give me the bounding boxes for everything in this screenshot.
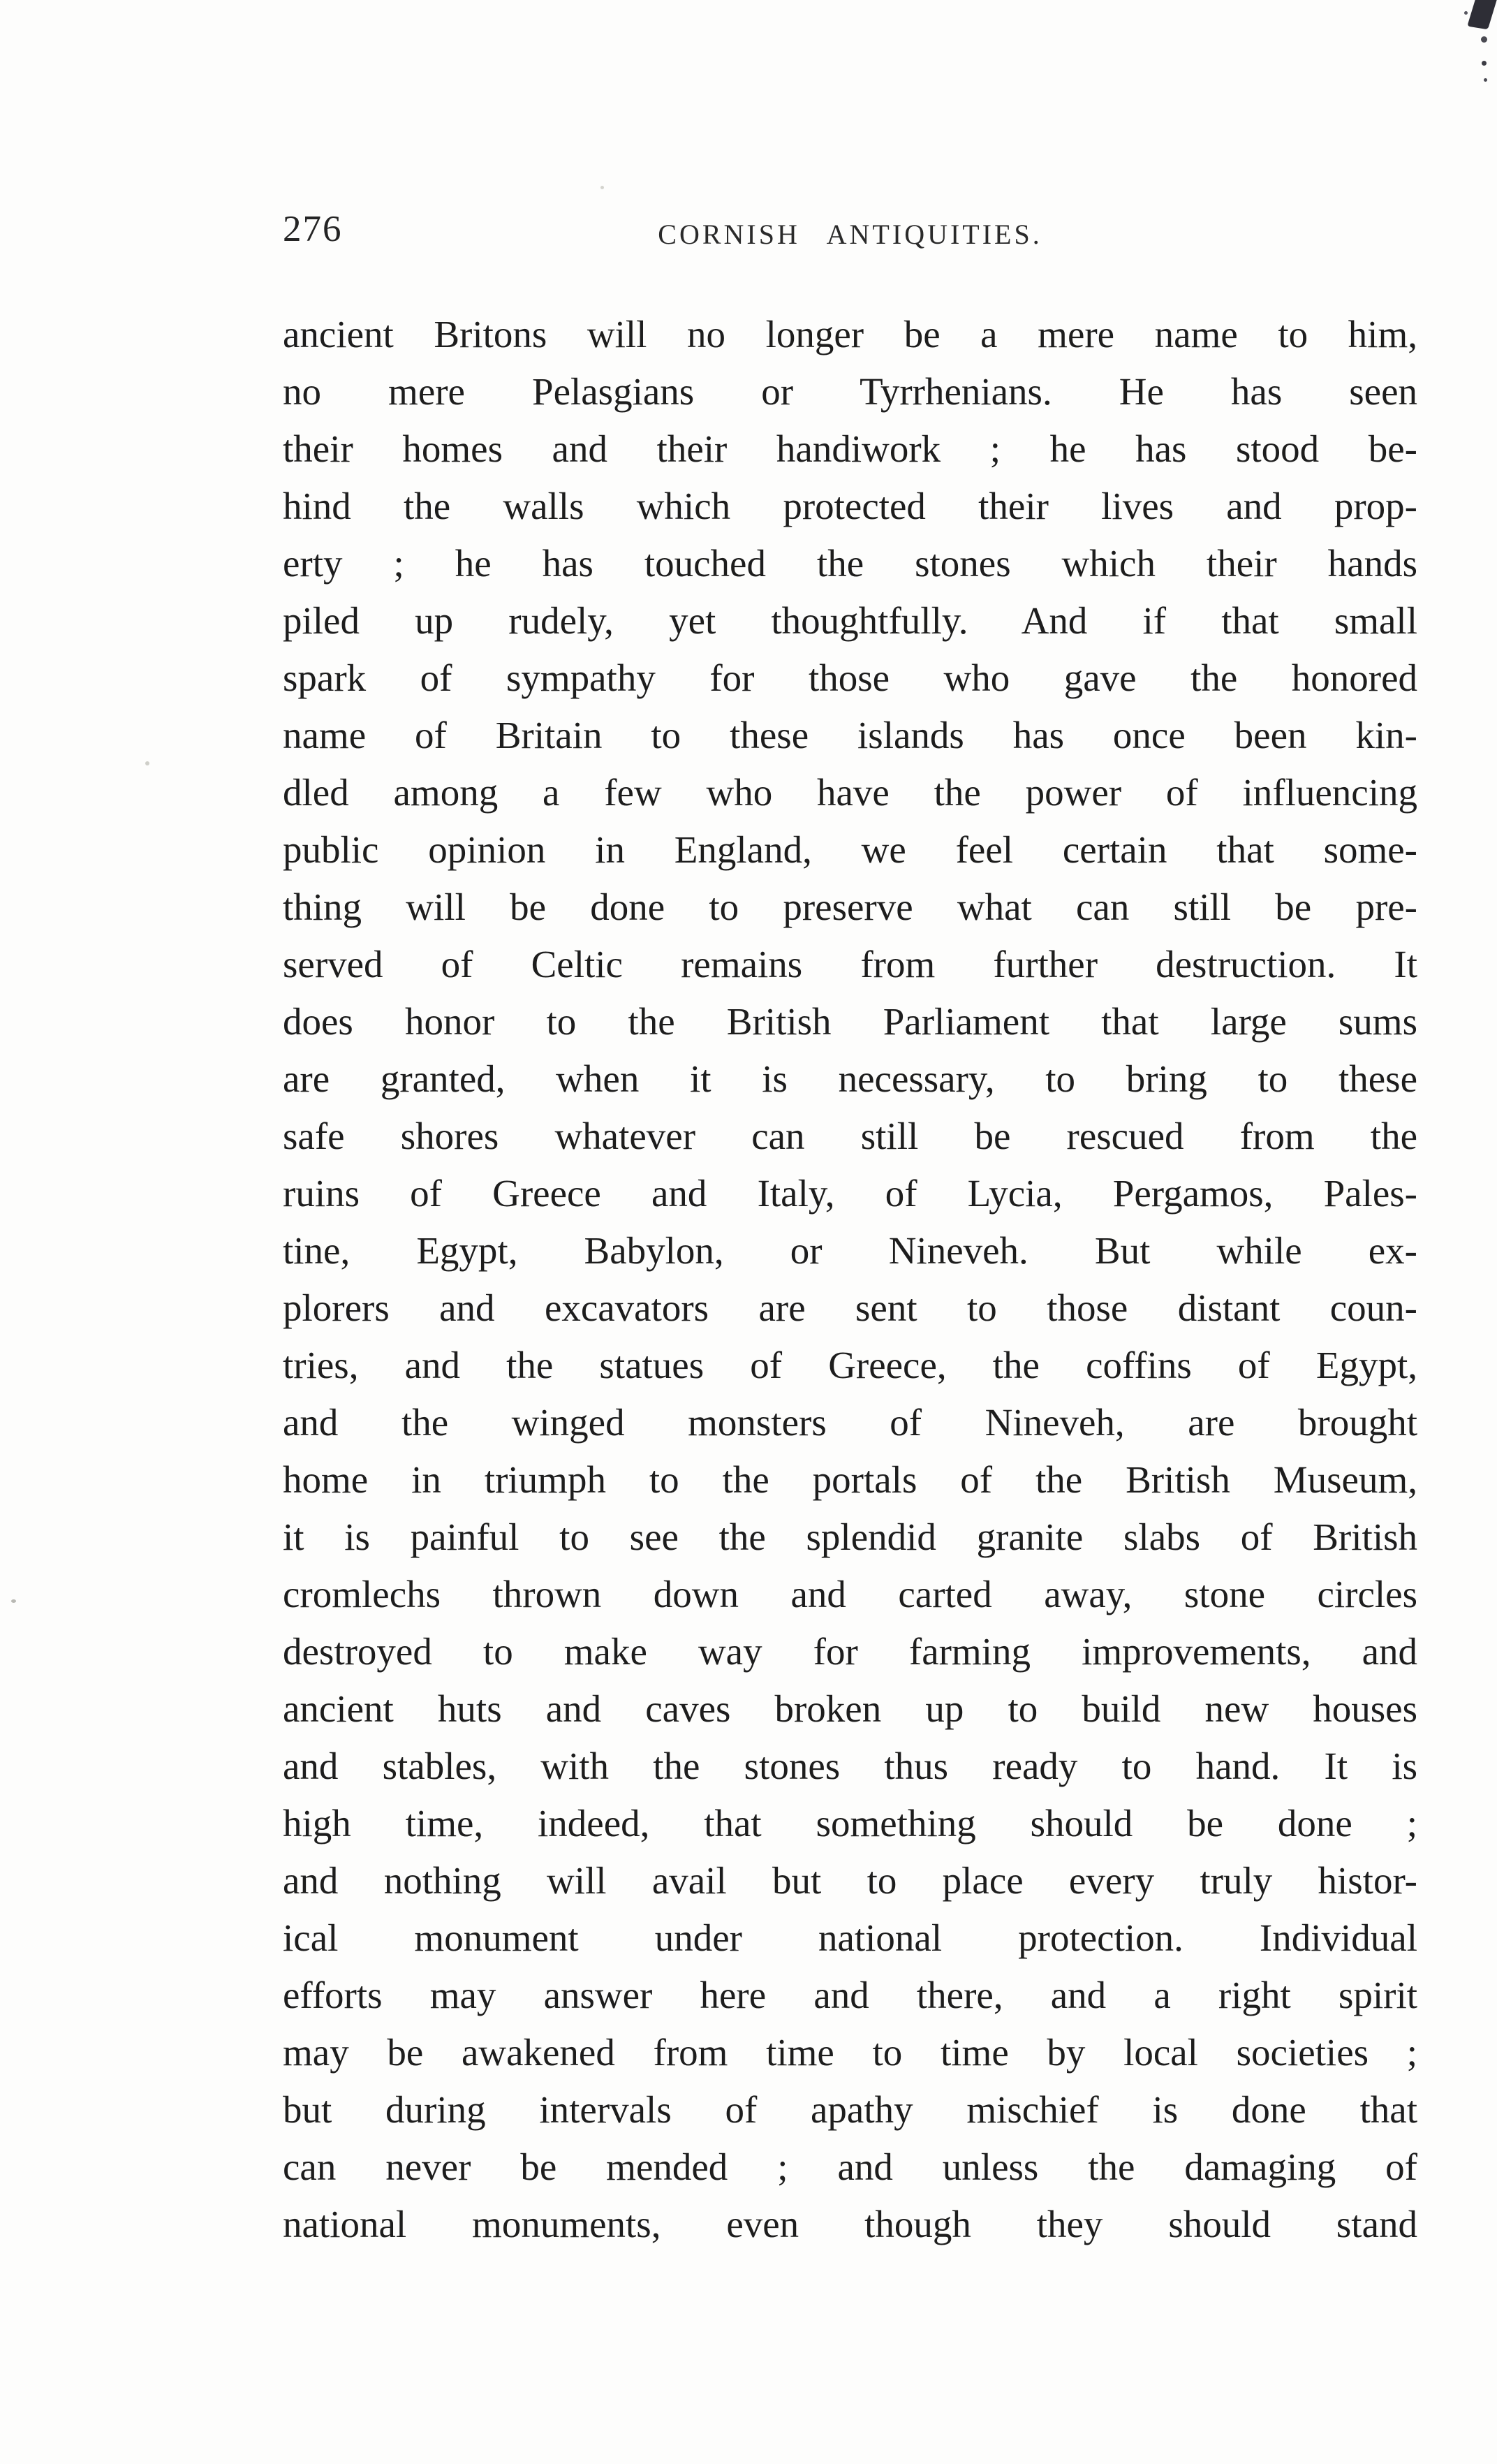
text-line: safe shores whatever can still be rescued from the [283, 1115, 1417, 1157]
text-line: ruins of Greece and Italy, of Lycia, Pergamos, Pales- [283, 1172, 1417, 1215]
text-line: spark of sympathy for those who gave the honored [283, 657, 1417, 699]
text-line: may be awakened from time to time by local societies ; [283, 2031, 1417, 2074]
text-line: national monuments, even though they should stand [283, 2203, 1417, 2245]
text-line: and the winged monsters of Nineveh, are brought [283, 1401, 1417, 1444]
text-line: erty ; he has touched the stones which their hands [283, 542, 1417, 585]
text-line: tine, Egypt, Babylon, or Nineveh. But while ex- [283, 1229, 1417, 1272]
text-line: dled among a few who have the power of influencing [283, 771, 1417, 814]
text-line: are granted, when it is necessary, to bring to these [283, 1057, 1417, 1100]
text-line: served of Celtic remains from further destruction. It [283, 943, 1417, 985]
text-line: ancient huts and caves broken up to build new houses [283, 1687, 1417, 1730]
text-line: no mere Pelasgians or Tyrrhenians. He has seen [283, 370, 1417, 413]
running-head-title: CORNISH ANTIQUITIES. [658, 219, 1042, 250]
text-line: piled up rudely, yet thoughtfully. And if that small [283, 599, 1417, 642]
text-line: ancient Britons will no longer be a mere name to him, [283, 313, 1417, 355]
scan-ink-dots [1481, 36, 1487, 43]
text-line: tries, and the statues of Greece, the coffins of Egypt, [283, 1344, 1417, 1386]
text-line: destroyed to make way for farming improvements, and [283, 1630, 1417, 1673]
text-line: hind the walls which protected their lives and prop- [283, 485, 1417, 527]
text-line: efforts may answer here and there, and a right spirit [283, 1974, 1417, 2016]
text-line: can never be mended ; and unless the damaging of [283, 2146, 1417, 2188]
text-line: and nothing will avail but to place every truly histor- [283, 1859, 1417, 1902]
page-number: 276 [283, 209, 343, 249]
text-line: home in triumph to the portals of the British Museum, [283, 1458, 1417, 1501]
text-line: public opinion in England, we feel certain that some- [283, 828, 1417, 871]
text-line: it is painful to see the splendid granite slabs of British [283, 1516, 1417, 1558]
text-line: name of Britain to these islands has once been kin- [283, 714, 1417, 756]
text-line: but during intervals of apathy mischief is done that [283, 2088, 1417, 2131]
scan-speck [11, 1599, 16, 1603]
text-line: high time, indeed, that something should be done ; [283, 1802, 1417, 1845]
scan-ink-mark [1467, 0, 1497, 29]
text-block [283, 306, 1417, 2253]
text-line: plorers and excavators are sent to those distant coun- [283, 1286, 1417, 1329]
text-line: thing will be done to preserve what can still be pre- [283, 886, 1417, 928]
text-line: cromlechs thrown down and carted away, stone circles [283, 1573, 1417, 1615]
text-line: ical monument under national protection. Individual [283, 1916, 1417, 1959]
text-line: and stables, with the stones thus ready to hand. It is [283, 1745, 1417, 1787]
text-line: does honor to the British Parliament that large sums [283, 1000, 1417, 1043]
scan-speck [600, 186, 604, 189]
text-line: their homes and their handiwork ; he has stood be- [283, 427, 1417, 470]
scan-speck [145, 761, 149, 765]
